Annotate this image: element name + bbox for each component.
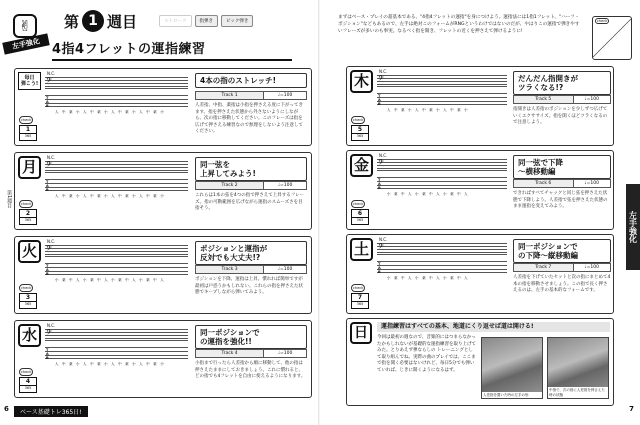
badge [3, 14, 49, 54]
notation: N.C. 𝄢 T A B 小 薬 中 人 小 薬 中 人 小 薬 中 人 [377, 239, 507, 285]
exercise-text: 人差指、中指、薬指は小指を押さえる度に下がってきます。指を押さえた状態から外さないようにしながら、次の指に移動してください。このフレーズは指を広げて押さえる練習なので無理をしないよう注意してください。 [195, 103, 303, 134]
check-mark: check [353, 118, 364, 122]
exercise-title: 同一ポジションで の下降〜縦移動編 [513, 239, 611, 263]
day-kanji: 月 [18, 156, 41, 179]
day-number: 2 365 [19, 209, 37, 225]
week-header [64, 10, 253, 32]
daily-label: 毎日 弾こう! [18, 72, 41, 90]
exercise-text: ポジションを下降、運指は上昇。慣れれば簡単ですが最初は戸惑うかもしれない。これらの指を押さえた状態でキープしながら弾いてみよう。 [195, 277, 303, 295]
exercise-text: 小指まで行ったら人差指から順に移動して、他の指は押さえたままにしておきましょう。これに慣れると、どの指でも4フレットを自由に使えるようになります。 [195, 361, 306, 379]
day-kanji: 水 [18, 324, 41, 347]
summary-text: 今回は最初の週なので、音楽的にはつまらなかったかもしれないが基礎的な運指練習を取り上げてみた。とりあえず弾ならしの トレーニングとして取り組んでね。実際の曲のプレイでは、ここまで指を開く必要はないけれど、毎日5分でも弾いていれば、じきに開くようになるはず。 [377, 335, 476, 373]
notation: N.C. 𝄢 T A B 小 薬 中 人 小 薬 中 人 小 薬 中 人 [377, 155, 507, 201]
day-block-3 [14, 236, 312, 314]
side-week-label: 第1週目 [6, 190, 12, 209]
week-suffix: 週目 [107, 12, 138, 31]
day-number: 3 365 [19, 293, 37, 309]
day-block-5 [346, 66, 614, 146]
day-number: 5 365 [351, 125, 369, 141]
page-number: 6 [4, 405, 9, 413]
day-number: 1 365 [19, 125, 37, 141]
day-kanji: 日 [350, 322, 372, 344]
week-label [64, 10, 137, 32]
track-bar: Track 3 ♩=100 [195, 265, 307, 274]
notation: N.C. 𝄢 T A B 人 中 薬 小 人 中 薬 小 人 中 薬 小 人 中 薬 小 [45, 325, 188, 371]
check-mark: check [21, 286, 32, 290]
day-kanji: 木 [350, 70, 373, 93]
exercise-text: 人差指を下げていたセットと次の指にまとめて4本の指を移動させましょう。この指で長く押さえるのは、左手の基本的なフォームです。 [513, 275, 611, 293]
page-title: 4指4フレットの運指練習 [52, 38, 292, 61]
day-number: 7 365 [351, 293, 369, 309]
track-bar: Track 5 ♩=100 [513, 95, 611, 104]
hand-peace-icon: ✌ [13, 14, 37, 38]
track-bar: Track 1 ♩=100 [195, 91, 307, 100]
exercise-title: ポジションと運指が 反対でも大丈夫!? [195, 241, 307, 265]
photo-caption: 中指で、次の指に人差指を押さえた時の状態 [548, 387, 608, 398]
intro-text: まずはベース・プレイの超基本である、"4指4フレットの運指"を身につけよう。運指法には1指1フレット、"ハーフ・ポジション"などもあるので、左手は絶対このフォームがRNGというわけではないのだが、やはりこの運指で弾きやすいフレーズが多いのも事実。なるべく指を開き、フレットの近くを押さえて弾けるように! [338, 15, 580, 34]
week-prefix: 第 [64, 12, 80, 31]
summary-heading: 運指練習はすべての基本、地道にくり返せば道は開ける! [377, 322, 610, 332]
check-mark: check [21, 118, 32, 122]
notation: N.C. 𝄢 T A B 人 中 薬 小 人 中 薬 小 人 中 薬 小 人 中 薬 小 [45, 157, 188, 203]
track-bar: Track 6 ♩=100 [513, 179, 611, 188]
track-bar: Track 7 ♩=100 [513, 263, 611, 272]
exercise-title: 同一ポジションで の運指を強化!! [195, 325, 307, 349]
day-number: 4 365 [19, 377, 37, 393]
check-box[interactable] [592, 16, 632, 60]
badge-label: 左手強化 [2, 33, 49, 54]
photo-caption: 人差指を置いた時の左手の形 [482, 392, 542, 399]
hand-photo-2 [547, 337, 609, 399]
track-bar: Track 2 ♩=100 [195, 181, 307, 190]
notation: N.C. 𝄢 T A B 小 薬 中 人 小 薬 中 人 小 薬 中 人 小 薬 中 人 [45, 241, 188, 287]
tag-finger: 指弾き [195, 15, 219, 27]
week-number: 1 [82, 10, 104, 32]
day-block-1 [14, 68, 312, 146]
exercise-text: これらは1本の弦を4つの指で押さえて上昇するフレーズ。指の可動範囲を広げながら運指のスムーズさを目指そう。 [195, 193, 305, 211]
style-tags [159, 15, 253, 27]
day-block-6 [346, 150, 614, 230]
day-block-2 [14, 152, 312, 230]
day-block-4 [14, 320, 312, 398]
day-number: 6 365 [351, 209, 369, 225]
day-block-7 [346, 234, 614, 314]
notation: N.C. 𝄢 T A B 人 中 薬 小 人 中 薬 小 人 中 薬 小 人 中 薬 小 [45, 73, 188, 119]
exercise-title: 同一弦を 上昇してみよう! [195, 157, 307, 181]
tag-stroke: ストローク [159, 15, 192, 27]
exercise-title: 同一弦で下降 〜横移動編 [513, 155, 611, 179]
day-kanji: 土 [350, 238, 373, 261]
check-mark: check [353, 202, 364, 206]
footer-title: ベース基礎トレ365日! [14, 406, 88, 417]
hand-photo-1 [481, 337, 543, 399]
tag-pick: ピック弾き [221, 15, 253, 27]
exercise-title: 4本の指のストレッチ! [195, 73, 307, 88]
check-mark: check [21, 202, 32, 206]
summary-box [346, 318, 614, 406]
side-tab: 左手強化 [626, 184, 640, 270]
notation: N.C. 𝄢 T A B 人 中 薬 小 人 中 薬 小 人 中 薬 小 [377, 71, 507, 117]
track-bar: Track 4 ♩=100 [195, 349, 307, 358]
day-kanji: 金 [350, 154, 373, 177]
check-mark: check [21, 370, 32, 374]
exercise-title: だんだん指開きが ツラくなる!? [513, 71, 611, 95]
check-label: check [597, 19, 608, 23]
exercise-text: できればすべてチャックと同じ弦を押さえた状態で下降しよう。人差指で弦を押さえた状態のまま運指を変えてみよう。 [513, 191, 608, 209]
page-number: 7 [629, 405, 634, 413]
check-mark: check [353, 286, 364, 290]
exercise-text: 指開きは人差指のポジションを少しずつ広げていくエクササイズ。指を開くほどツラくなるので注意しよう。 [513, 107, 608, 125]
day-kanji: 火 [18, 240, 41, 263]
